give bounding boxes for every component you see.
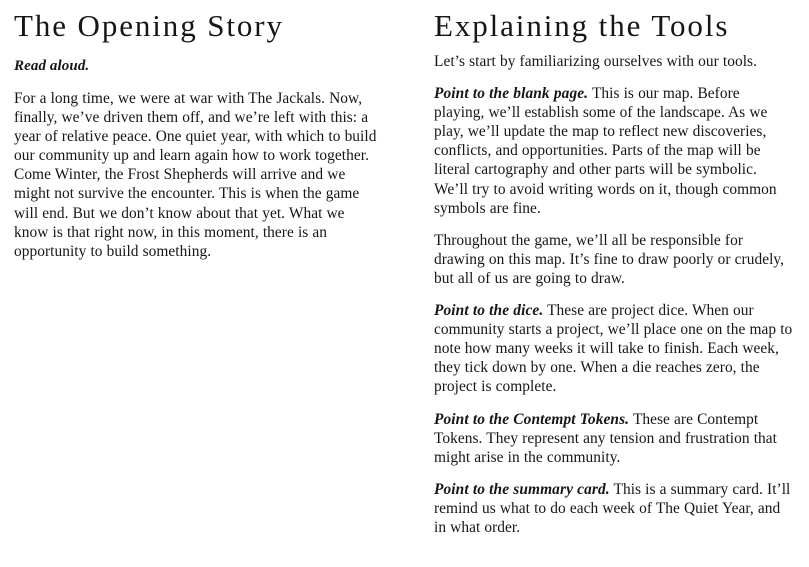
right-column [434, 0, 794, 537]
body-paragraph [434, 71, 794, 218]
paragraph-text: This is a summary card. It’ll remind us what to do each week of The Quiet Year, and in what order. [434, 480, 791, 536]
left-column [14, 0, 378, 261]
paragraph-cue: Point to the Contempt Tokens. [434, 410, 630, 428]
paragraph-cue: Point to the summary card. [434, 480, 610, 498]
stage-direction: Read aloud. [14, 58, 90, 74]
paragraph-text: These are project dice. When our community starts a project, we’ll place one on the map to note how many weeks it will take to finish. Each week, they tick down by one. When a die reaches zero, the project is complete. [434, 302, 793, 396]
body-paragraph [14, 76, 378, 261]
body-paragraph [434, 218, 794, 288]
body-paragraph [434, 288, 794, 396]
intro-paragraph: Let’s start by familiarizing ourselves with our tools. [434, 53, 757, 70]
section-title: Explaining the Tools [434, 8, 730, 43]
paragraph-text: For a long time, we were at war with The Jackals. Now, finally, we’ve driven them off, and we’re left with this: a year of relative peace. One quiet year, with which to build our community up and learn again how to work together. Come Winter, the Frost Shepherds will arrive and we might not survive the encounter. This is when the game will end. But we don’t know about that yet. What we know is that right now, in this moment, there is an opportunity to build something. [14, 90, 377, 260]
body-paragraph [434, 397, 794, 467]
body-paragraph [434, 467, 794, 537]
paragraph-text: This is our map. Before playing, we’ll establish some of the landscape. As we play, we’ll update the map to reflect new discoveries, conflicts, and opportunities. Parts of the map will be literal cartography and other parts will be symbolic. We’ll try to avoid writing words on it, though common symbols are fine. [434, 85, 777, 217]
paragraph-text: These are Contempt Tokens. They represent any tension and frustration that might arise in the community. [434, 410, 777, 466]
paragraph-cue: Point to the blank page. [434, 85, 589, 103]
paragraph-cue: Point to the dice. [434, 302, 544, 320]
page-title: The Opening Story [14, 8, 284, 43]
paragraph-text: Throughout the game, we’ll all be responsible for drawing on this map. It’s fine to draw poorly or crudely, but all of us are going to draw. [434, 231, 785, 287]
